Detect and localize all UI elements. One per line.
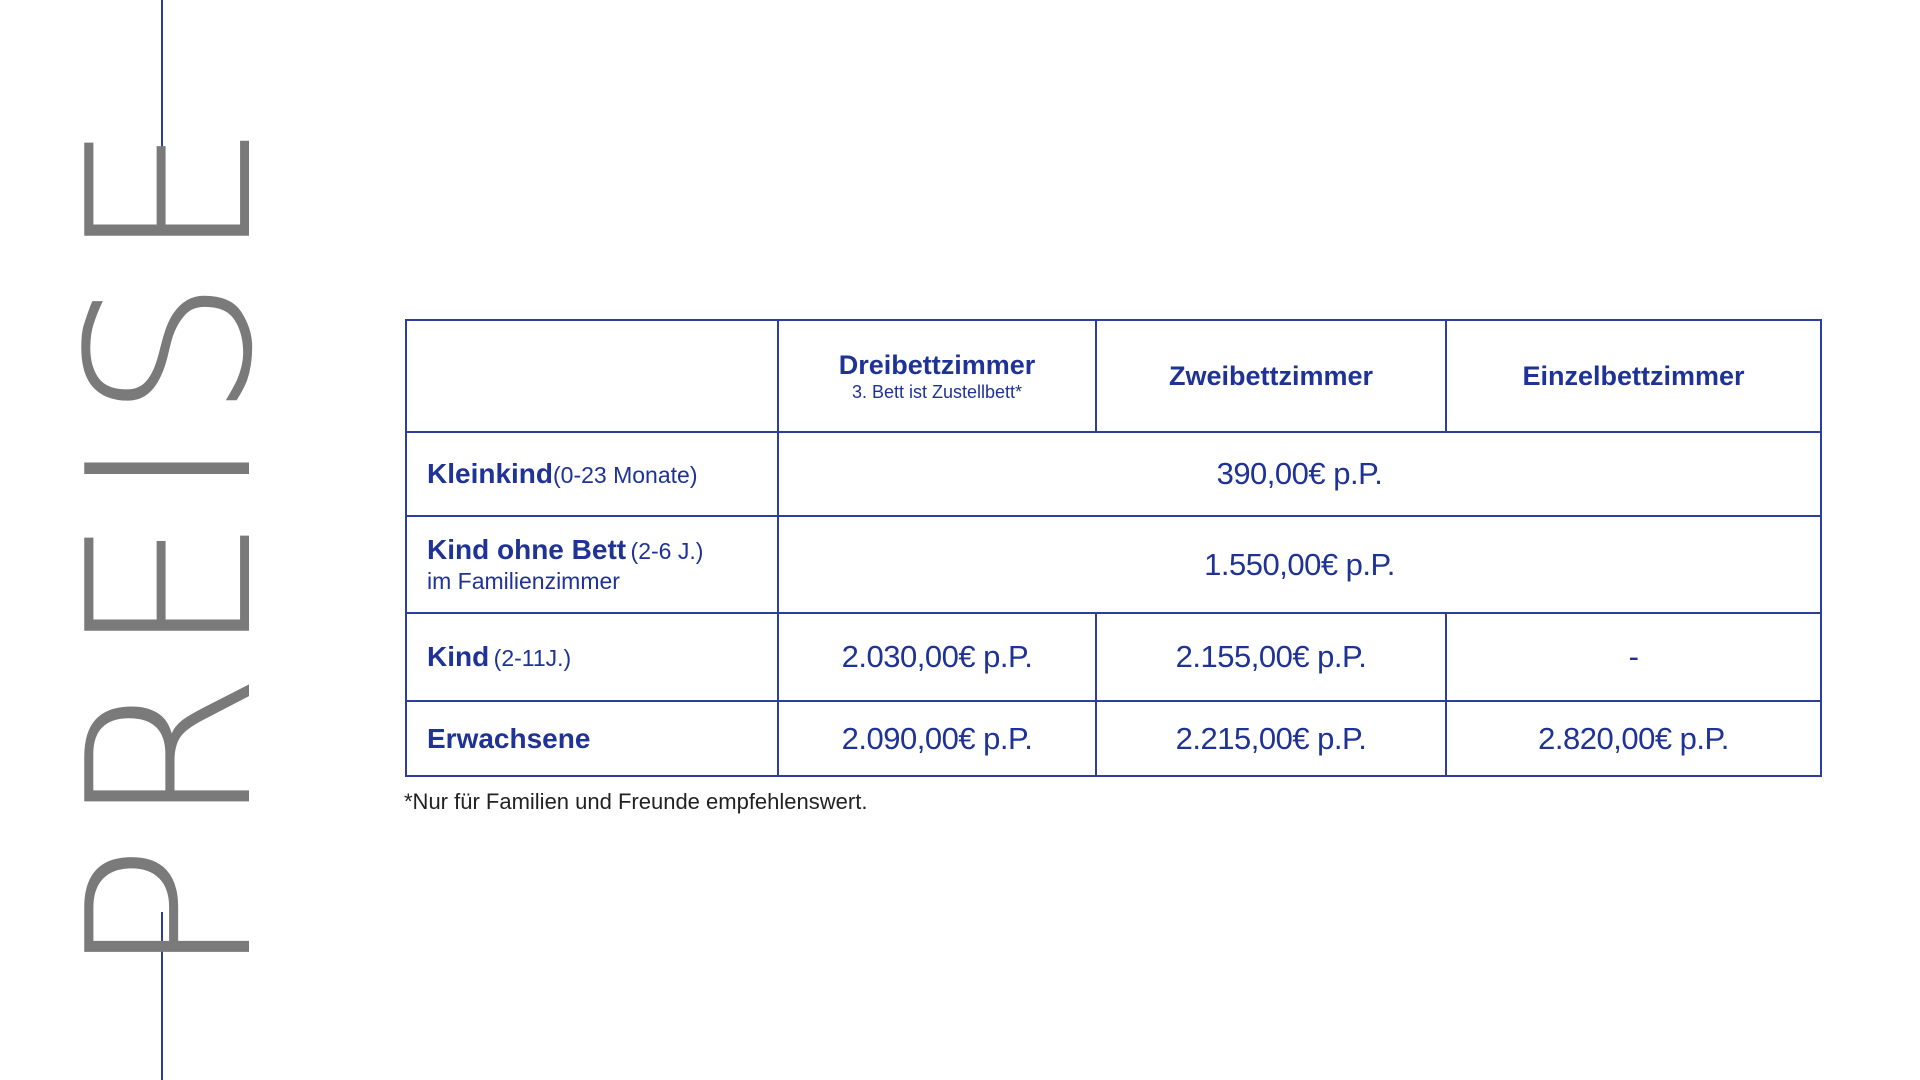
page-title: PREISE <box>40 106 303 980</box>
row-label: Kind ohne Bett <box>427 534 627 565</box>
price-all-rooms: 1.550,00€ p.P. <box>778 516 1821 613</box>
price-einzelbettzimmer: 2.820,00€ p.P. <box>1446 701 1821 776</box>
header-zweibettzimmer <box>1096 320 1446 432</box>
row-age: (2-11J.) <box>493 645 572 671</box>
table-header-row <box>406 320 1821 432</box>
row-label-cell <box>406 516 778 613</box>
table-row-kleinkind <box>406 432 1821 516</box>
header-title: Zweibettzimmer <box>1168 361 1374 391</box>
footnote: *Nur für Familien und Freunde empfehlenswert. <box>404 789 868 814</box>
table-row-kind-ohne-bett <box>406 516 1821 613</box>
header-einzelbettzimmer <box>1446 320 1821 432</box>
price-einzelbettzimmer: - <box>1446 613 1821 701</box>
row-label-cell <box>406 432 778 516</box>
table-row-kind <box>406 613 1821 701</box>
price-zweibettzimmer: 2.215,00€ p.P. <box>1096 701 1446 776</box>
header-dreibettzimmer <box>778 320 1096 432</box>
row-label-cell <box>406 701 778 776</box>
row-age: (0-23 Monate) <box>553 462 698 488</box>
price-dreibettzimmer: 2.090,00€ p.P. <box>778 701 1096 776</box>
row-label: Kleinkind <box>427 458 554 489</box>
header-title: Dreibettzimmer <box>838 350 1036 380</box>
row-age: (2-6 J.) <box>630 538 704 564</box>
price-all-rooms: 390,00€ p.P. <box>778 432 1821 516</box>
row-note: im Familienzimmer <box>427 568 620 594</box>
header-subtitle: 3. Bett ist Zustellbett* <box>851 382 1023 402</box>
header-title: Einzelbettzimmer <box>1522 361 1745 391</box>
row-label-cell <box>406 613 778 701</box>
price-zweibettzimmer: 2.155,00€ p.P. <box>1096 613 1446 701</box>
price-table <box>405 319 1822 777</box>
header-empty-cell <box>406 320 778 432</box>
row-label: Kind <box>427 641 490 672</box>
price-dreibettzimmer: 2.030,00€ p.P. <box>778 613 1096 701</box>
row-label: Erwachsene <box>427 722 591 754</box>
table-row-erwachsene <box>406 701 1821 776</box>
